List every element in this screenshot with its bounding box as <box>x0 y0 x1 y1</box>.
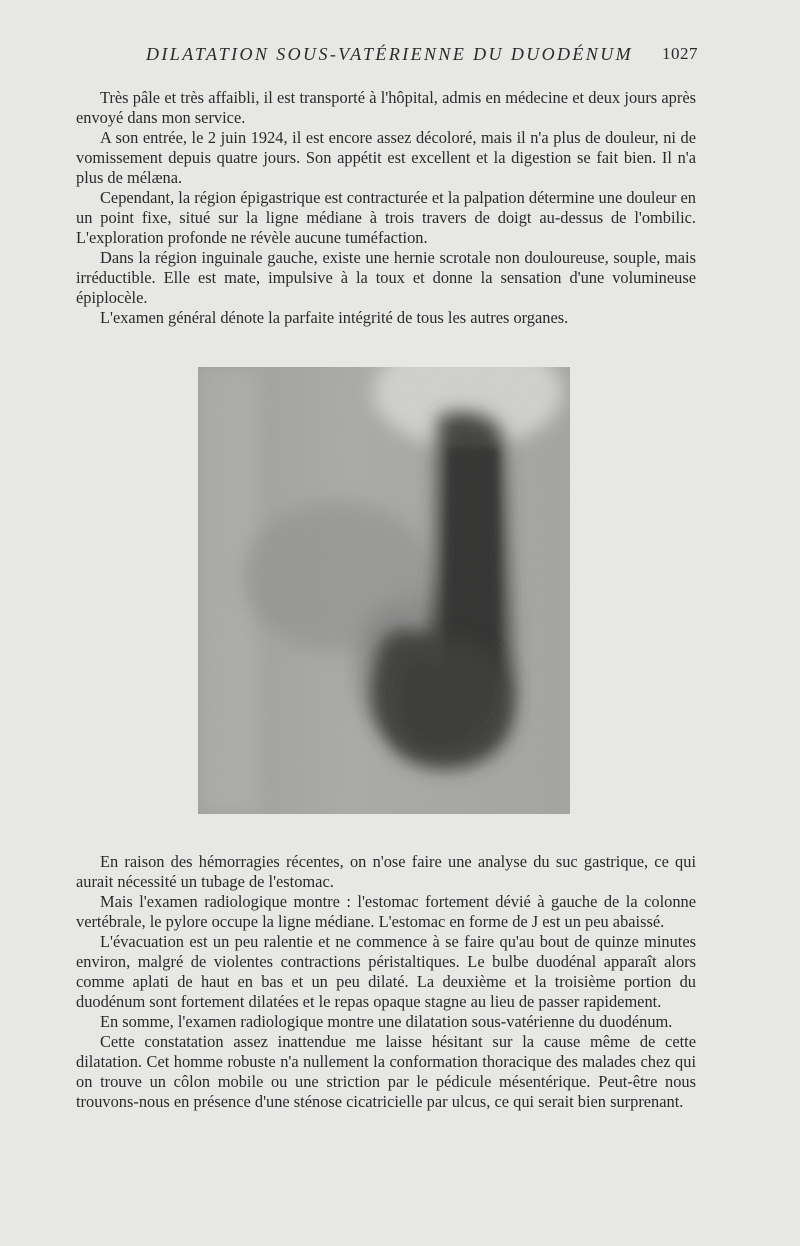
running-header <box>76 44 696 68</box>
text-block-bottom <box>76 852 696 1112</box>
paragraph: En raison des hémorragies récentes, on n'ose faire une analyse du suc gastrique, ce qui aurait nécessité un tubage de l'estomac. <box>76 852 696 891</box>
paragraph: L'examen général dénote la parfaite intégrité de tous les autres organes. <box>100 308 569 327</box>
paragraph: Cependant, la région épigastrique est contracturée et la palpation détermine une douleur en un point fixe, situé sur la ligne médiane à trois travers de doigt au-dessus de l'ombilic. L'exploration profonde ne révèle aucune tuméfaction. <box>76 188 696 247</box>
paragraph: L'évacuation est un peu ralentie et ne commence à se faire qu'au bout de quinze minutes environ, malgré de violentes contractions péristaltiques. Le bulbe duodénal apparaît alors comme aplati de haut en bas et un peu dilaté. La deuxième et la troisième portion du duodénum sont fortement dilatées et le repas opaque stagne au lieu de passer rapidement. <box>76 932 696 1011</box>
running-title: DILATATION SOUS-VATÉRIENNE DU DUODÉNUM <box>146 44 634 64</box>
paragraph: Dans la région inguinale gauche, existe une hernie scrotale non douloureuse, souple, mais irréductible. Elle est mate, impulsive à la toux et donne la sensation d'une volumineuse épiplocèle. <box>76 248 696 307</box>
paragraph: A son entrée, le 2 juin 1924, il est encore assez décoloré, mais il n'a plus de douleur, ni de vomissement depuis quatre jours. Son appétit est excellent et la digestion se fait bien. Il n'a plus de mélæna. <box>76 128 696 187</box>
paragraph: Cette constatation assez inattendue me laisse hésitant sur la cause même de cette dilatation. Cet homme robuste n'a nullement la conformation thoracique des malades chez qui on trouve un côlon mobile ou une striction par le pédicule mésentérique. Peut-être nous trouvons-nous en présence d'une sténose cicatricielle par ulcus, ce qui serait bien surprenant. <box>76 1032 696 1111</box>
radiograph-image <box>198 367 570 814</box>
radiograph-svg <box>198 367 570 814</box>
paragraph: En somme, l'examen radiologique montre une dilatation sous-vatérienne du duodénum. <box>100 1012 673 1031</box>
paragraph: Mais l'examen radiologique montre : l'estomac fortement dévié à gauche de la colonne vertébrale, le pylore occupe la ligne médiane. L'estomac en forme de J est un peu abaissé. <box>76 892 696 931</box>
page-number: 1027 <box>662 44 698 63</box>
paragraph: Très pâle et très affaibli, il est transporté à l'hôpital, admis en médecine et deux jours après envoyé dans mon service. <box>76 88 696 127</box>
text-block-top <box>76 88 696 328</box>
